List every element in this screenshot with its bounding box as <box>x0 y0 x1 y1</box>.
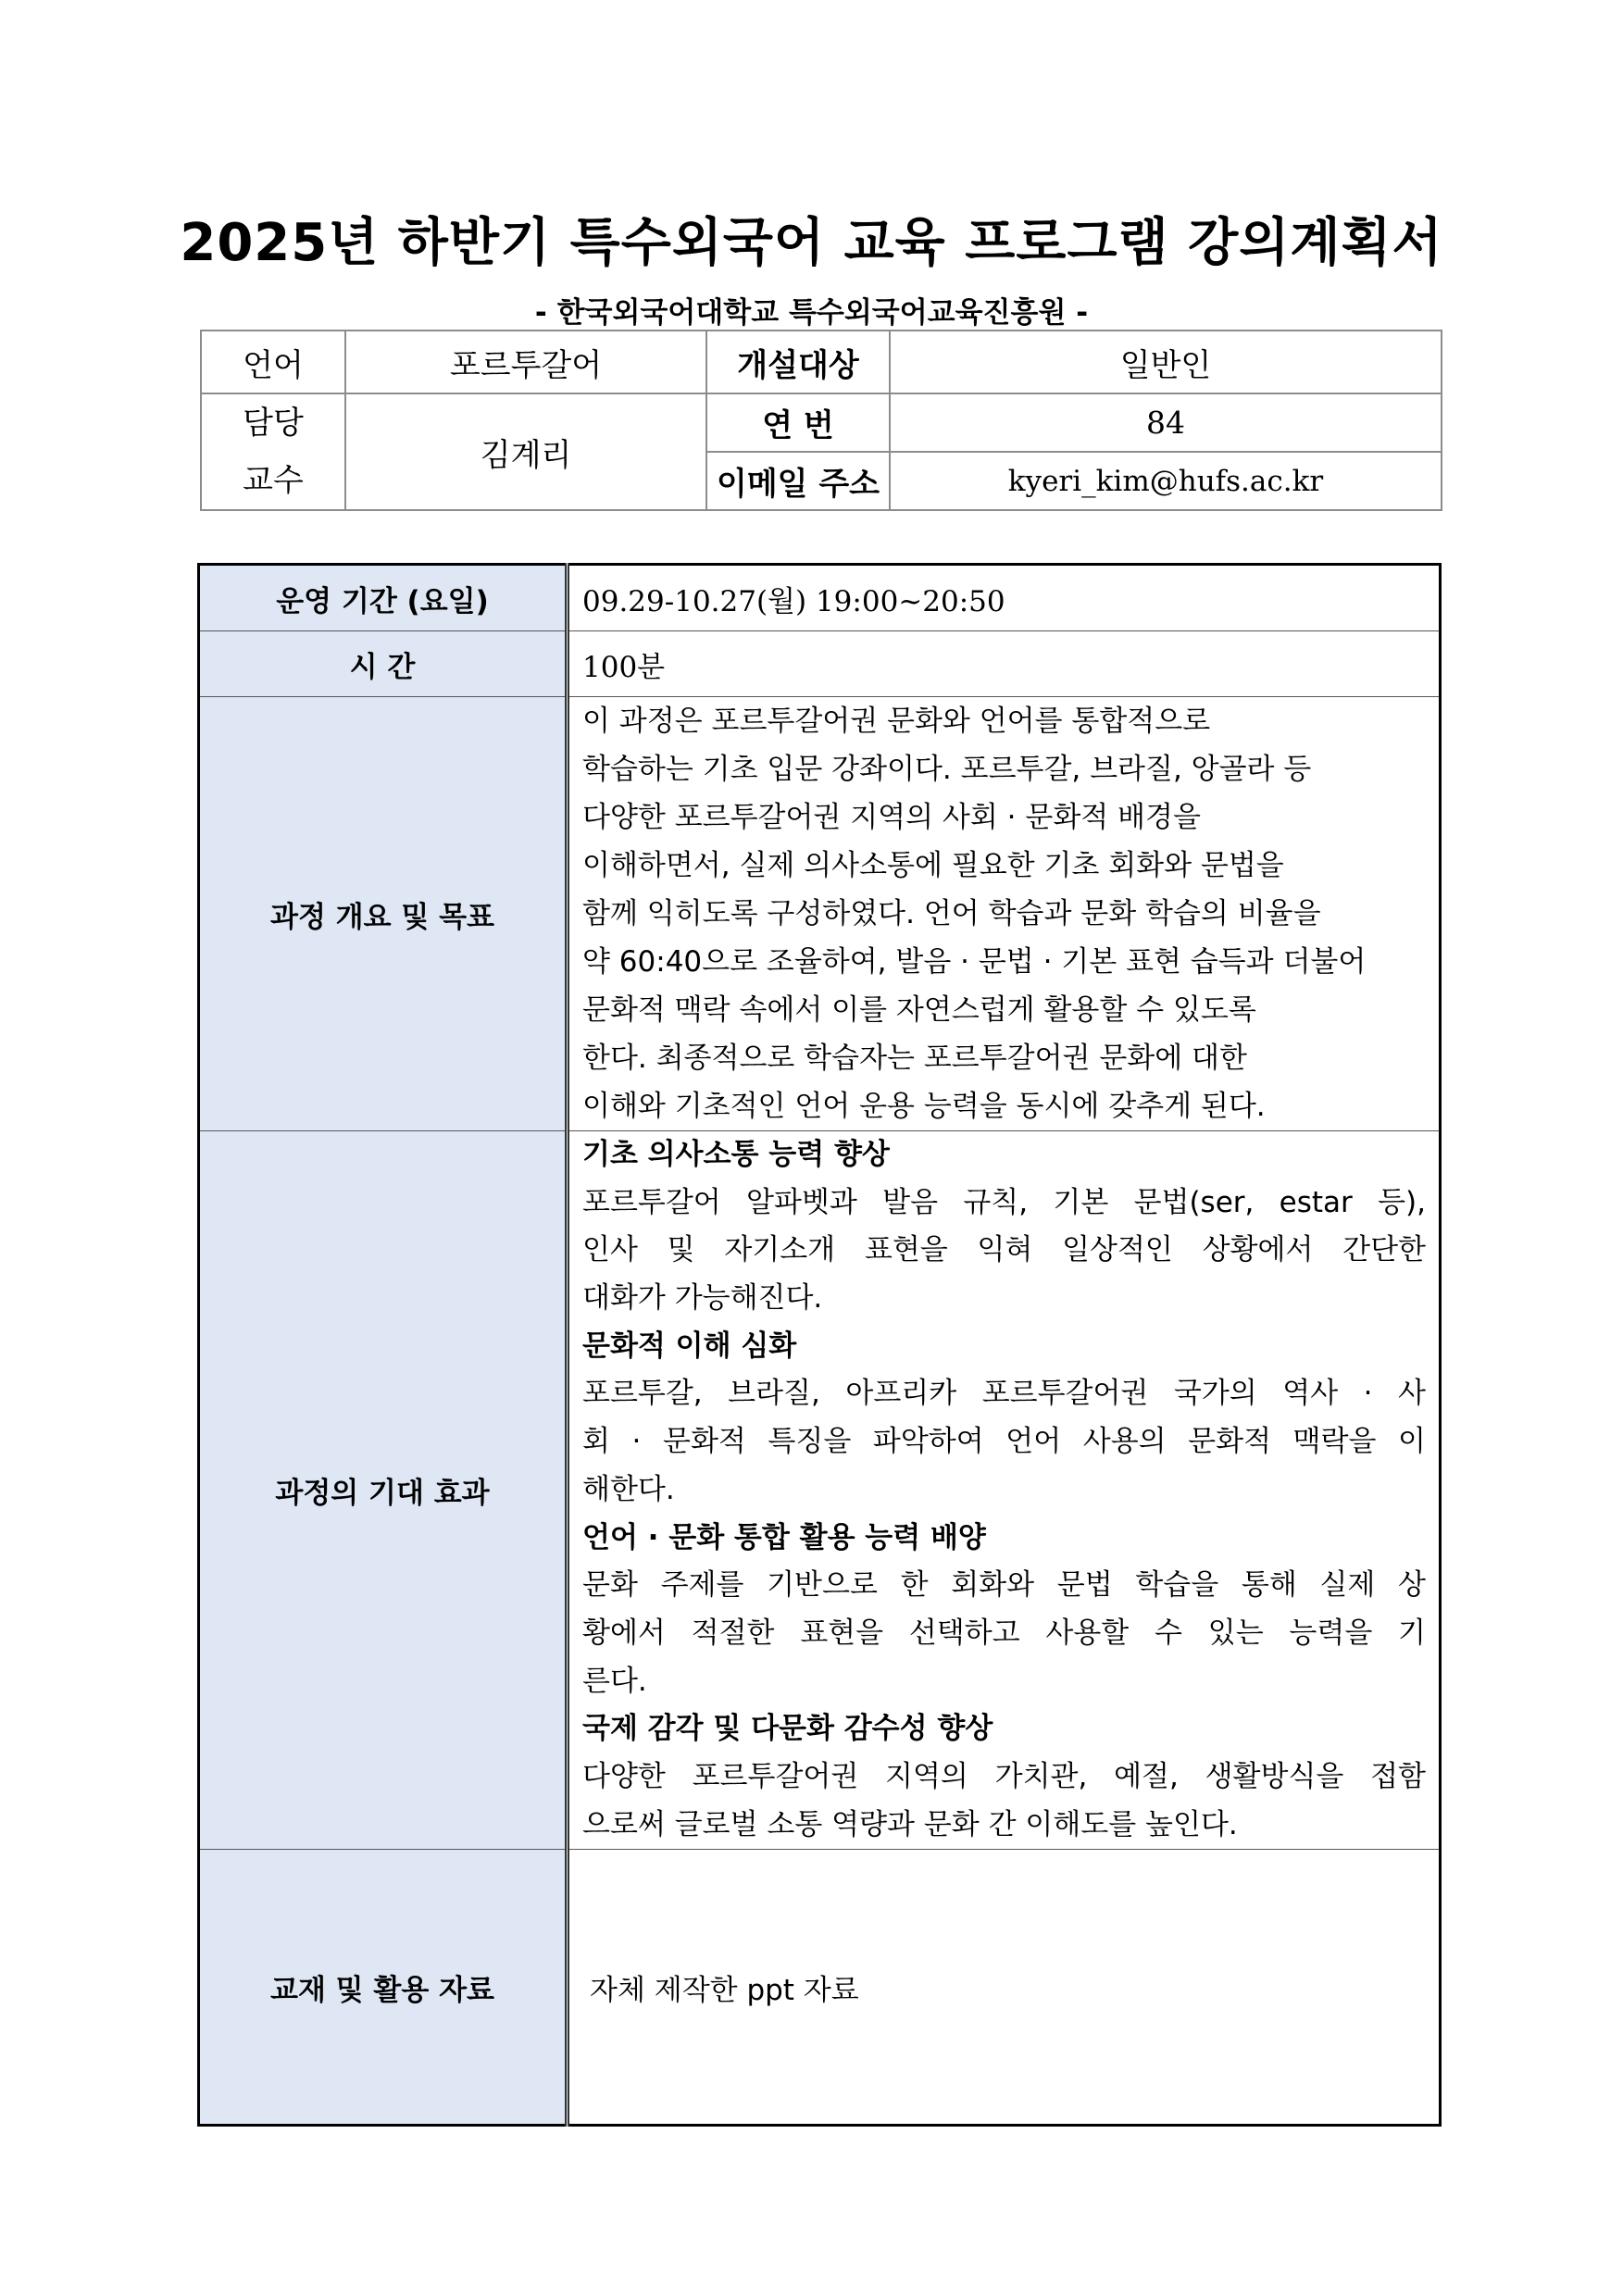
professor-label-line1: 담당 <box>243 405 304 442</box>
effect-line: 대화가 가능해진다. <box>582 1281 823 1316</box>
target-label: 개설대상 <box>706 331 890 393</box>
materials-value: 자체 제작한 ppt 자료 <box>568 1850 1441 2126</box>
email-value: kyeri_kim@hufs.ac.kr <box>890 452 1442 510</box>
overview-line: 이해와 기초적인 언어 운용 능력을 동시에 갖추게 된다. <box>582 1090 1266 1123</box>
overview-line: 한다. 최종적으로 학습자는 포르투갈어권 문화에 대한 <box>582 1042 1247 1075</box>
effect-line: 른다. <box>582 1664 647 1698</box>
effect-line: 포르투갈어 알파벳과 발음 규칙, 기본 문법(ser, estar 등), <box>582 1185 1426 1219</box>
time-label: 시 간 <box>199 631 568 697</box>
course-table <box>197 563 1442 2127</box>
effect-heading: 언어 · 문화 통합 활용 능력 배양 <box>582 1520 986 1554</box>
effect-line: 해한다. <box>582 1472 675 1506</box>
overview-line: 이해하면서, 실제 의사소통에 필요한 기초 회화와 문법을 <box>582 849 1284 882</box>
overview-label: 과정 개요 및 목표 <box>199 697 568 1131</box>
overview-line: 함께 익히도록 구성하였다. 언어 학습과 문화 학습의 비율을 <box>582 897 1321 930</box>
professor-value: 김계리 <box>345 393 706 510</box>
number-label: 연 번 <box>706 393 890 452</box>
language-label: 언어 <box>201 331 345 393</box>
language-value: 포르투갈어 <box>345 331 706 393</box>
effects-text <box>568 1131 1441 1850</box>
overview-line: 문화적 맥락 속에서 이를 자연스럽게 활용할 수 있도록 <box>582 993 1256 1027</box>
effect-line: 인사 및 자기소개 표현을 익혀 일상적인 상황에서 간단한 <box>582 1233 1426 1267</box>
overview-text <box>568 697 1441 1131</box>
overview-line: 약 60:40으로 조율하여, 발음 · 문법 · 기본 표현 습득과 더불어 <box>582 945 1367 979</box>
target-value: 일반인 <box>890 331 1442 393</box>
document-subtitle: - 한국외국어대학교 특수외국어교육진흥원 - <box>534 296 1089 330</box>
effect-heading: 문화적 이해 심화 <box>582 1329 797 1363</box>
effect-line: 회 · 문화적 특징을 파악하여 언어 사용의 문화적 맥락을 이 <box>582 1425 1426 1459</box>
number-value: 84 <box>890 393 1442 452</box>
period-value: 09.29-10.27(월) 19:00~20:50 <box>568 565 1441 631</box>
effect-line: 으로써 글로벌 소통 역량과 문화 간 이해도를 높인다. <box>582 1807 1238 1841</box>
time-value: 100분 <box>568 631 1441 697</box>
effects-label: 과정의 기대 효과 <box>199 1131 568 1850</box>
effect-line: 황에서 적절한 표현을 선택하고 사용할 수 있는 능력을 기 <box>582 1616 1426 1650</box>
effect-heading: 국제 감각 및 다문화 감수성 향상 <box>582 1712 993 1746</box>
document-title: 2025년 하반기 특수외국어 교육 프로그램 강의계획서 <box>180 213 1443 273</box>
effect-line: 다양한 포르투갈어권 지역의 가치관, 예절, 생활방식을 접함 <box>582 1759 1426 1793</box>
overview-line: 학습하는 기초 입문 강좌이다. 포르투갈, 브라질, 앙골라 등 <box>582 753 1312 786</box>
professor-label-line2: 교수 <box>243 462 304 499</box>
email-label: 이메일 주소 <box>706 452 890 510</box>
effect-heading: 기초 의사소통 능력 향상 <box>582 1138 890 1171</box>
overview-line: 다양한 포르투갈어권 지역의 사회 · 문화적 배경을 <box>582 801 1201 834</box>
effect-line: 포르투갈, 브라질, 아프리카 포르투갈어권 국가의 역사 · 사 <box>582 1377 1426 1411</box>
effect-line: 문화 주제를 기반으로 한 회화와 문법 학습을 통해 실제 상 <box>582 1568 1426 1603</box>
materials-label: 교재 및 활용 자료 <box>199 1850 568 2126</box>
info-table <box>200 330 1442 511</box>
professor-label <box>201 393 345 510</box>
overview-line: 이 과정은 포르투갈어권 문화와 언어를 통합적으로 <box>582 705 1211 738</box>
period-label: 운영 기간 (요일) <box>199 565 568 631</box>
